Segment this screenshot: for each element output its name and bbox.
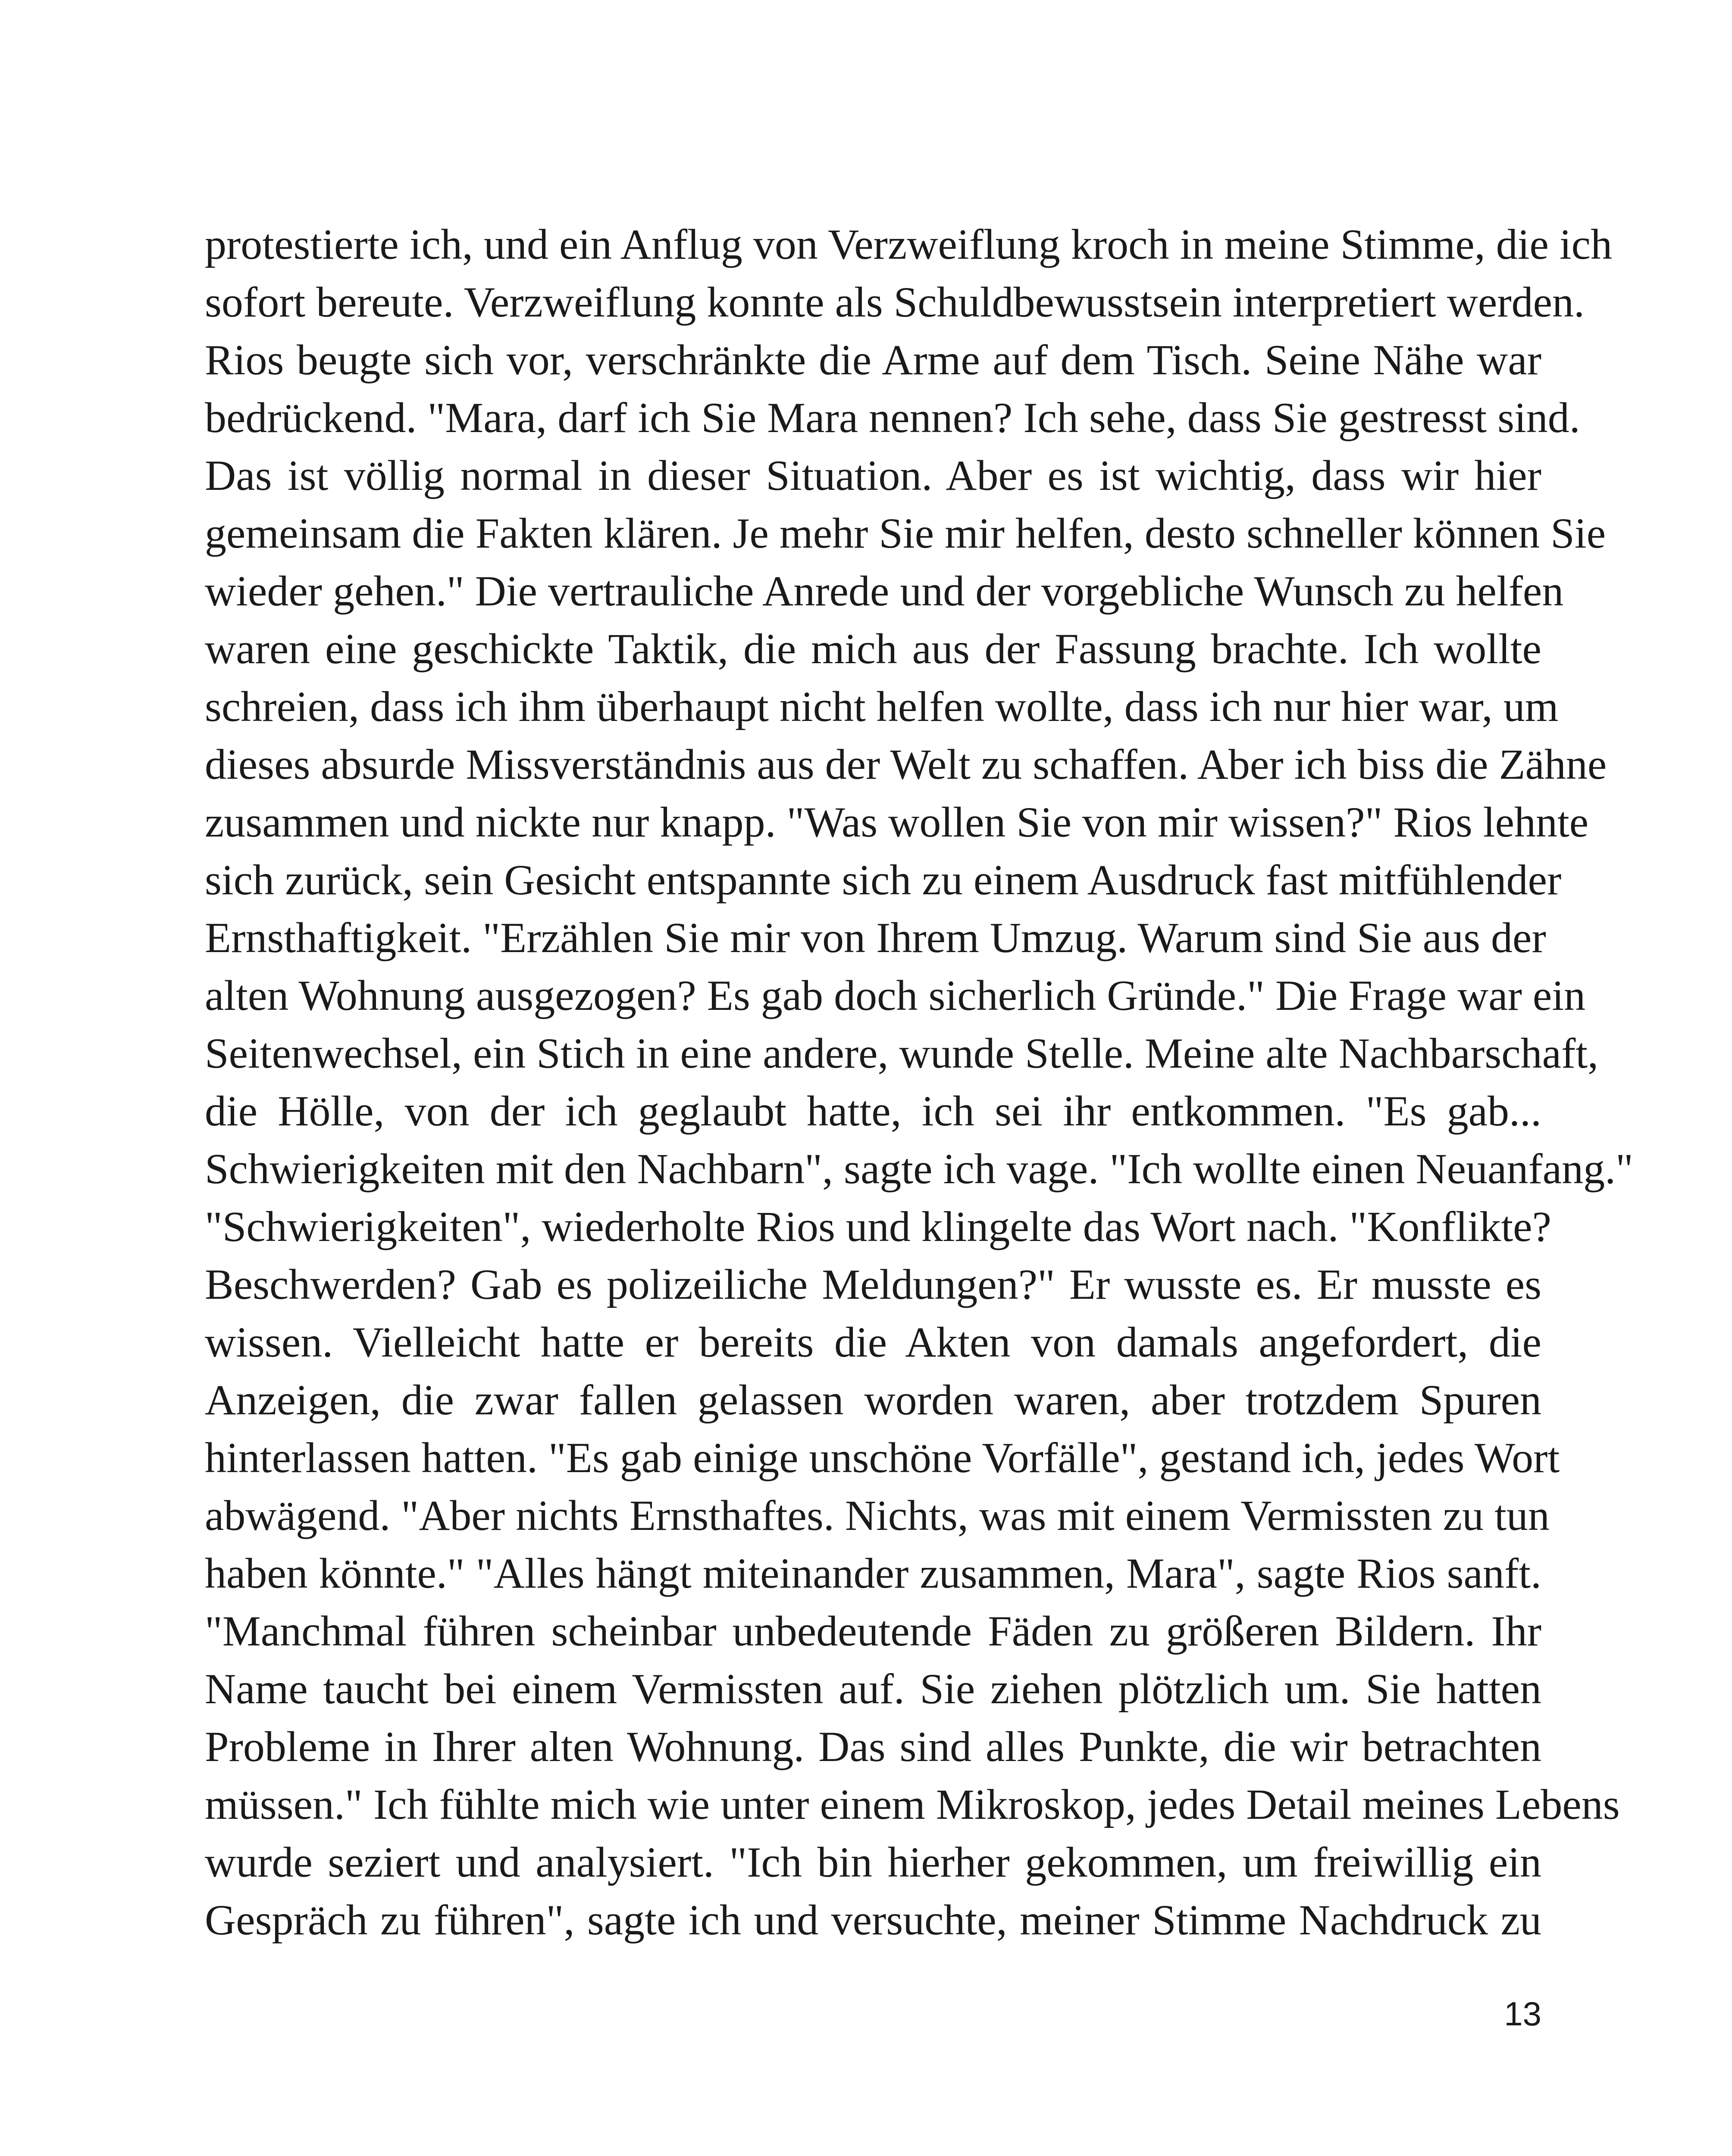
text-line: wurde seziert und analysiert. "Ich bin hierher gekommen, um freiwillig ein xyxy=(205,1838,1541,1886)
text-line: Rios beugte sich vor, verschränkte die Arme auf dem Tisch. Seine Nähe war xyxy=(205,336,1541,384)
text-line: wissen. Vielleicht hatte er bereits die Akten von damals angefordert, die xyxy=(205,1318,1541,1366)
text-line: Anzeigen, die zwar fallen gelassen worden waren, aber trotzdem Spuren xyxy=(205,1376,1541,1424)
text-line: haben könnte." "Alles hängt miteinander zusammen, Mara", sagte Rios sanft. xyxy=(205,1549,1541,1597)
text-line: Probleme in Ihrer alten Wohnung. Das sind alles Punkte, die wir betrachten xyxy=(205,1723,1541,1771)
page-number: 13 xyxy=(1504,1995,1541,2033)
text-line: Das ist völlig normal in dieser Situation. Aber es ist wichtig, dass wir hier xyxy=(205,451,1541,499)
text-line: Ernsthaftigkeit. "Erzählen Sie mir von Ihrem Umzug. Warum sind Sie aus der xyxy=(205,914,1546,962)
text-line: Gespräch zu führen", sagte ich und versuchte, meiner Stimme Nachdruck zu xyxy=(205,1896,1541,1944)
text-line: Seitenwechsel, ein Stich in eine andere, wunde Stelle. Meine alte Nachbarschaft, xyxy=(205,1029,1599,1077)
text-line: die Hölle, von der ich geglaubt hatte, ich sei ihr entkommen. "Es gab... xyxy=(205,1087,1541,1135)
text-line: abwägend. "Aber nichts Ernsthaftes. Nichts, was mit einem Vermissten zu tun xyxy=(205,1492,1550,1539)
text-line: "Schwierigkeiten", wiederholte Rios und klingelte das Wort nach. "Konflikte? xyxy=(205,1203,1551,1250)
text-line: Schwierigkeiten mit den Nachbarn", sagte ich vage. "Ich wollte einen Neuanfang." xyxy=(205,1145,1633,1193)
text-line: hinterlassen hatten. "Es gab einige unschöne Vorfälle", gestand ich, jedes Wort xyxy=(205,1434,1560,1482)
text-line: Name taucht bei einem Vermissten auf. Sie ziehen plötzlich um. Sie hatten xyxy=(205,1665,1541,1713)
text-line: gemeinsam die Fakten klären. Je mehr Sie mir helfen, desto schneller können Sie xyxy=(205,509,1606,557)
text-line: protestierte ich, und ein Anflug von Verzweiflung kroch in meine Stimme, die ich xyxy=(205,220,1613,268)
text-line: dieses absurde Missverständnis aus der Welt zu schaffen. Aber ich biss die Zähne xyxy=(205,740,1607,788)
text-line: bedrückend. "Mara, darf ich Sie Mara nennen? Ich sehe, dass Sie gestresst sind. xyxy=(205,394,1580,442)
text-line: wieder gehen." Die vertrauliche Anrede und der vorgebliche Wunsch zu helfen xyxy=(205,567,1564,615)
text-line: zusammen und nickte nur knapp. "Was wollen Sie von mir wissen?" Rios lehnte xyxy=(205,798,1589,846)
text-line: schreien, dass ich ihm überhaupt nicht helfen wollte, dass ich nur hier war, um xyxy=(205,683,1559,730)
text-line: müssen." Ich fühlte mich wie unter einem Mikroskop, jedes Detail meines Lebens xyxy=(205,1780,1620,1828)
text-line: Beschwerden? Gab es polizeiliche Meldungen?" Er wusste es. Er musste es xyxy=(205,1260,1541,1308)
text-line: "Manchmal führen scheinbar unbedeutende Fäden zu größeren Bildern. Ihr xyxy=(205,1607,1541,1655)
body-text xyxy=(205,216,1633,1949)
text-line: alten Wohnung ausgezogen? Es gab doch sicherlich Gründe." Die Frage war ein xyxy=(205,971,1586,1019)
text-line: sofort bereute. Verzweiflung konnte als Schuldbewusstsein interpretiert werden. xyxy=(205,278,1585,326)
text-line: waren eine geschickte Taktik, die mich aus der Fassung brachte. Ich wollte xyxy=(205,625,1541,673)
text-line: sich zurück, sein Gesicht entspannte sich zu einem Ausdruck fast mitfühlender xyxy=(205,856,1562,904)
